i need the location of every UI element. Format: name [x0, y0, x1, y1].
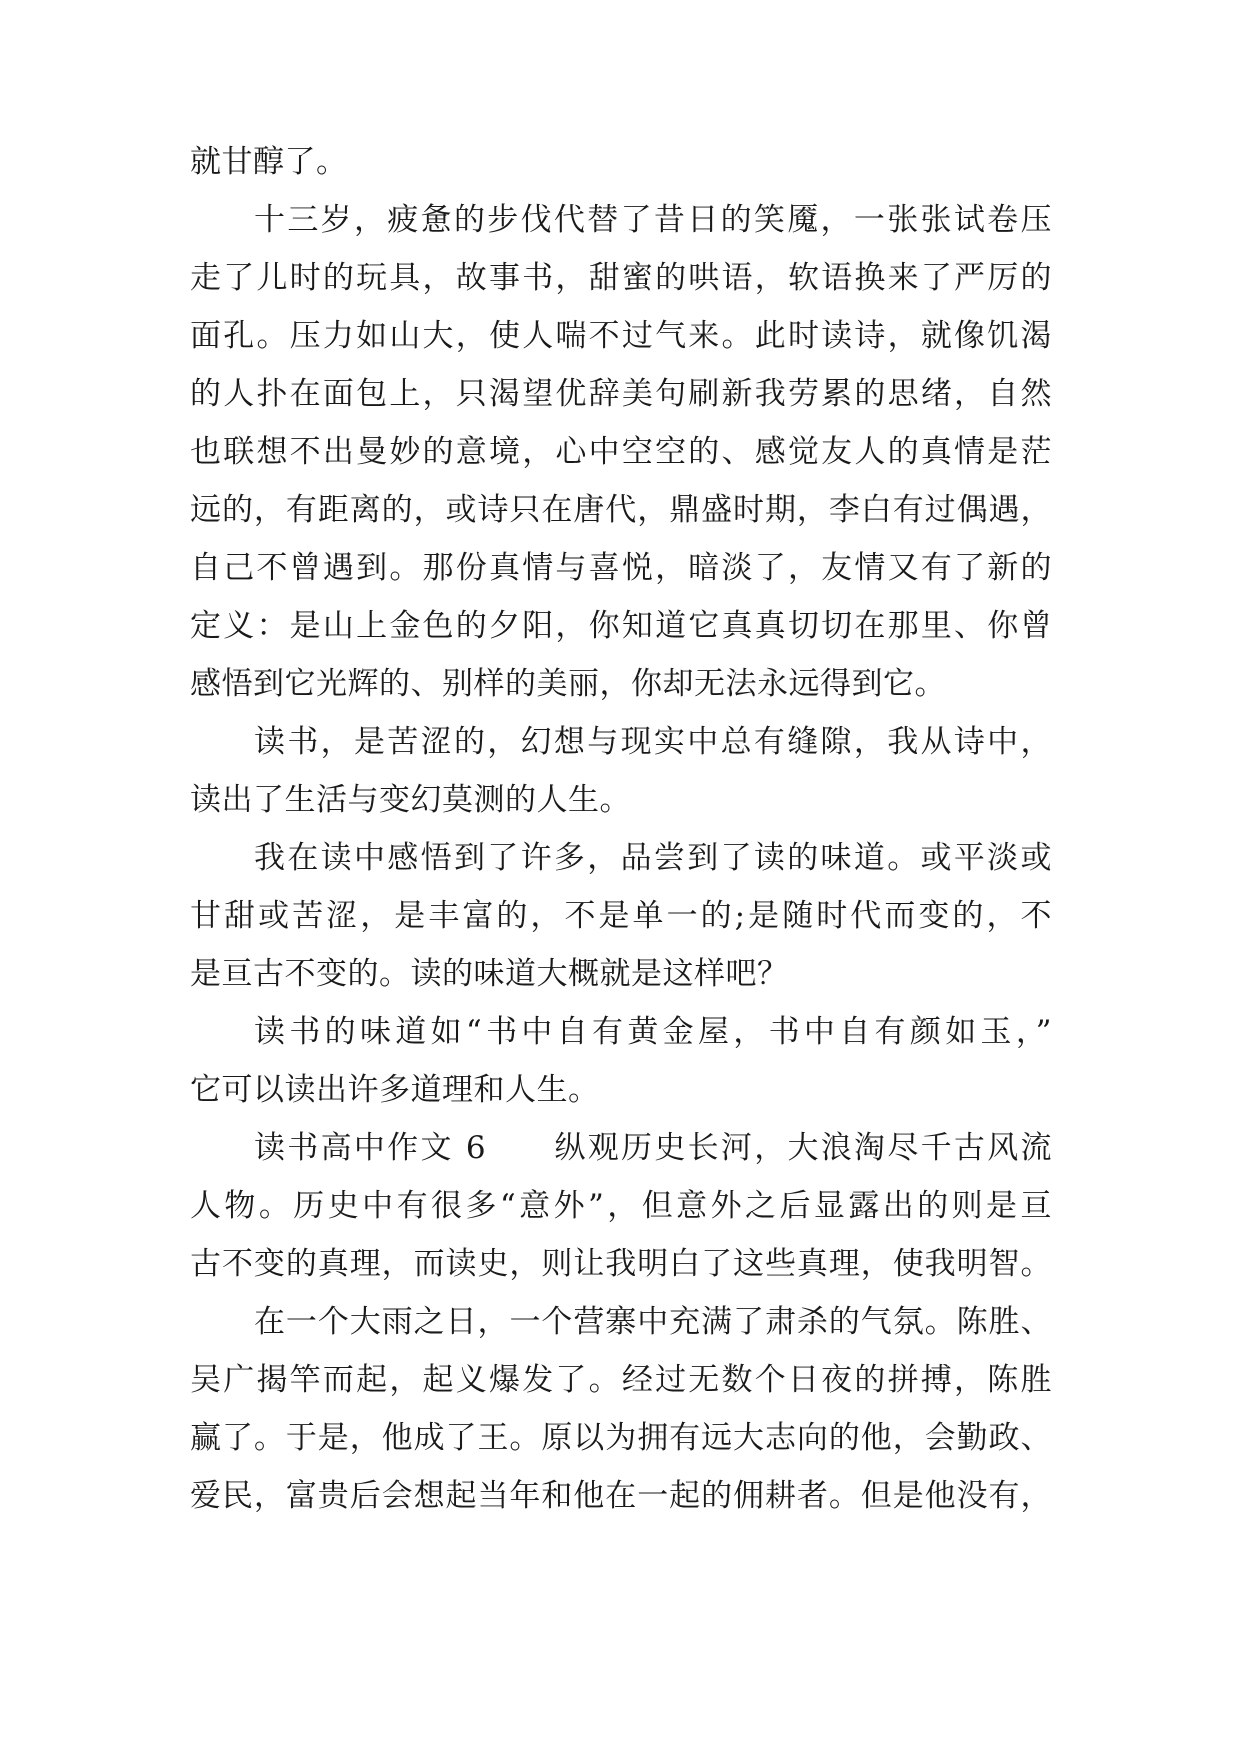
- text-line: 吴广揭竿而起，起义爆发了。经过无数个日夜的拼搏，陈胜: [190, 1362, 1052, 1398]
- text-line: 感悟到它光辉的、别样的美丽，你却无法永远得到它。: [190, 666, 946, 702]
- text-line: 定义：是山上金色的夕阳，你知道它真真切切在那里、你曾: [190, 608, 1052, 644]
- text-line: 它可以读出许多道理和人生。: [190, 1072, 600, 1108]
- text-line: 人物。历史中有很多“意外”，但意外之后显露出的则是亘: [190, 1188, 1052, 1224]
- text-line: 就甘醇了。: [190, 144, 348, 180]
- text-line: 读出了生活与变幻莫测的人生。: [190, 782, 631, 818]
- text-line: 在一个大雨之日，一个营寨中充满了肃杀的气氛。陈胜、: [254, 1304, 1052, 1340]
- text-line: 的人扑在面包上，只渴望优辞美句刷新我劳累的思绪，自然: [190, 376, 1052, 412]
- text-line: 古不变的真理，而读史，则让我明白了这些真理，使我明智。: [190, 1246, 1052, 1282]
- text-line: 走了儿时的玩具，故事书，甜蜜的哄语，软语换来了严厉的: [190, 260, 1052, 296]
- text-line: 十三岁，疲惫的步伐代替了昔日的笑魇，一张张试卷压: [254, 202, 1052, 238]
- text-line: 读书的味道如“书中自有黄金屋，书中自有颜如玉，”: [254, 1014, 1052, 1050]
- text-line: 读书高中作文 6 纵观历史长河，大浪淘尽千古风流: [254, 1130, 1052, 1166]
- text-line: 是亘古不变的。读的味道大概就是这样吧？: [190, 956, 789, 992]
- text-line: 也联想不出曼妙的意境，心中空空的、感觉友人的真情是茫: [190, 434, 1052, 470]
- text-line: 面孔。压力如山大，使人喘不过气来。此时读诗，就像饥渴: [190, 318, 1052, 354]
- text-line: 爱民，富贵后会想起当年和他在一起的佣耕者。但是他没有，: [190, 1478, 1052, 1514]
- text-line: 远的，有距离的，或诗只在唐代，鼎盛时期，李白有过偶遇，: [190, 492, 1052, 528]
- text-line: 甘甜或苦涩，是丰富的，不是单一的;是随时代而变的，不: [190, 898, 1052, 934]
- text-line: 读书，是苦涩的，幻想与现实中总有缝隙，我从诗中，: [254, 724, 1052, 760]
- text-line: 赢了。于是，他成了王。原以为拥有远大志向的他，会勤政、: [190, 1420, 1052, 1456]
- text-line: 我在读中感悟到了许多，品尝到了读的味道。或平淡或: [254, 840, 1052, 876]
- text-line: 自己不曾遇到。那份真情与喜悦，暗淡了，友情又有了新的: [190, 550, 1052, 586]
